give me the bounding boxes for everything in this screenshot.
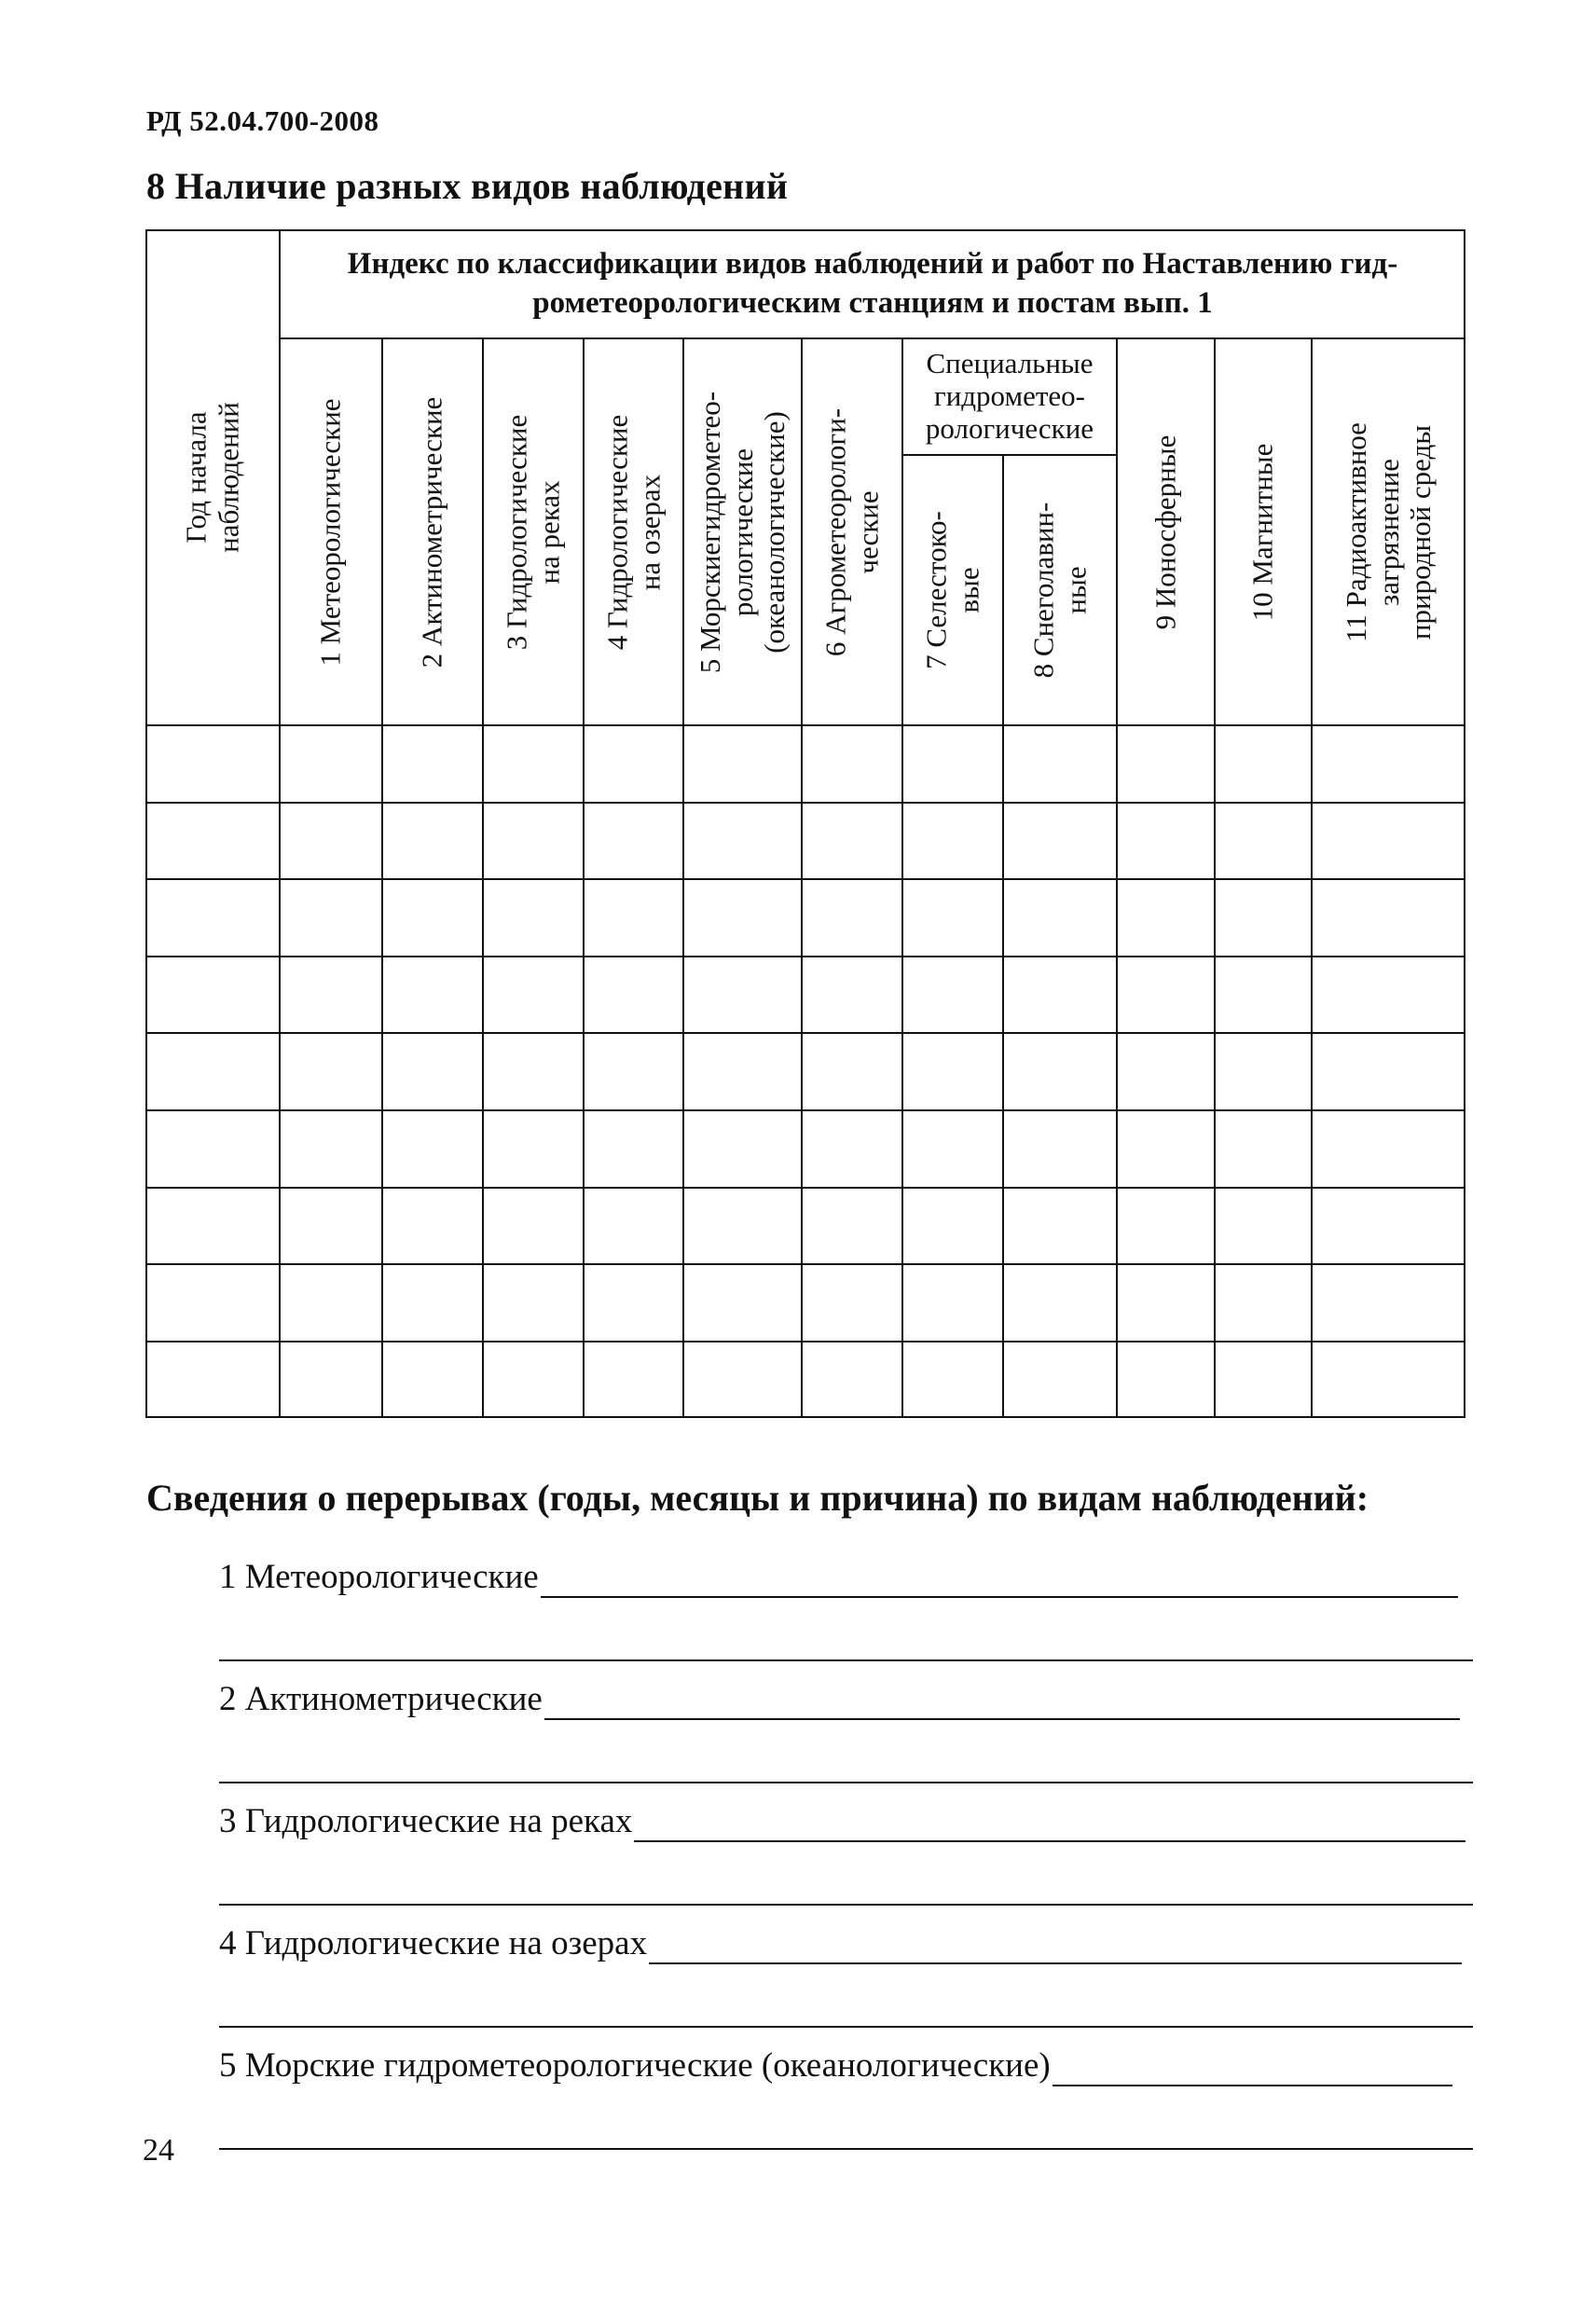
grid-line-horizontal [145,1263,1465,1265]
header-line: рологические [725,447,759,616]
column-header-text [819,407,884,655]
break-fill-line[interactable] [219,2026,1473,2028]
break-fill-line[interactable] [541,1596,1458,1598]
column-header-7 [902,455,1003,725]
special-group-line: Специальные [926,347,1094,380]
header-line: 1 Метеорологические [313,397,347,667]
index-header-text [335,245,1410,323]
column-header-text [920,511,984,669]
grid-line-horizontal [145,1032,1465,1034]
break-item-label: 5 Морские гидрометеорологические (океанологические) [219,2046,1051,2085]
page-number: 24 [143,2133,174,2168]
column-header-text [1027,503,1092,679]
special-group-line: рологические [925,411,1094,445]
break-fill-line[interactable] [219,2148,1473,2150]
column-header-text [1149,434,1182,629]
break-item-label: 3 Гидрологические на реках [219,1802,633,1840]
column-header-2 [382,338,483,725]
header-line: (океанологические) [757,410,791,654]
column-header-11 [1312,338,1465,725]
header-line: 7 Селестоко- [919,511,953,669]
header-line: 6 Агрометеорологи- [819,407,852,656]
break-fill-line[interactable] [1053,2085,1452,2086]
header-line: 2 Актинометрические [415,396,448,668]
break-item-label: 4 Гидрологические на озерах [219,1924,648,1962]
column-header-text [315,398,348,666]
header-line: 3 Гидрологические [500,414,533,650]
section-title: 8 Наличие разных видов наблюдений [146,165,789,207]
header-line: 9 Ионосферные [1149,434,1182,629]
grid-line-horizontal [145,956,1465,957]
document-code: РД 52.04.700-2008 [146,104,379,137]
index-header [280,229,1465,338]
header-line: 8 Снеголавин- [1026,502,1060,679]
grid-line-horizontal [145,1341,1465,1342]
column-header-1 [280,338,382,725]
column-header-3 [483,338,584,725]
break-item-label: 1 Метеорологические [219,1558,539,1596]
column-header-5 [683,338,802,725]
header-line: на реках [532,479,565,585]
special-group-header [902,338,1117,455]
column-header-text [417,396,449,668]
year-column-label: Год начала наблюдений [179,402,244,553]
special-group-text [926,348,1094,445]
grid-line-horizontal [145,878,1465,880]
header-line: 4 Гидрологические [599,414,633,650]
column-header-9 [1117,338,1215,725]
header-line: загрязнение [1371,458,1405,606]
column-header-10 [1215,338,1312,725]
special-group-line: гидрометео- [933,379,1085,413]
index-header-line: Индекс по классификации видов наблюдений и работ по Наставлению гид- [347,247,1398,282]
grid-line-horizontal [145,1109,1465,1111]
column-header-text [601,414,666,650]
header-line: ческие [851,489,884,574]
index-header-line: рометеорологическим станциям и постам вып. 1 [532,285,1213,320]
header-line: ные [1059,566,1092,614]
grid-line-horizontal [145,802,1465,804]
column-header-text [1340,422,1437,642]
header-line: на озерах [632,474,666,590]
grid-line-horizontal [145,1187,1465,1189]
breaks-title: Сведения о перерывах (годы, месяцы и причина) по видам наблюдений: [146,1477,1369,1519]
break-fill-line[interactable] [544,1718,1460,1720]
break-fill-line[interactable] [219,1659,1473,1661]
column-header-text [694,391,791,672]
header-line: вые [952,567,984,613]
column-header-text [1247,443,1280,621]
observations-table [145,229,1465,1418]
year-column-header [145,229,280,725]
header-line: 5 Морскиегидрометео- [693,391,726,673]
break-fill-line[interactable] [219,1904,1473,1906]
break-fill-line[interactable] [634,1840,1465,1842]
header-line: природной среды [1403,424,1437,640]
column-header-6 [802,338,902,725]
column-header-8 [1003,455,1117,725]
break-fill-line[interactable] [649,1962,1462,1964]
break-item-label: 2 Актинометрические [219,1680,543,1718]
column-header-4 [584,338,683,725]
column-header-text [501,414,565,650]
header-line: 10 Магнитные [1245,443,1279,621]
header-line: 11 Радиоактивное [1339,421,1372,642]
break-fill-line[interactable] [219,1782,1473,1783]
